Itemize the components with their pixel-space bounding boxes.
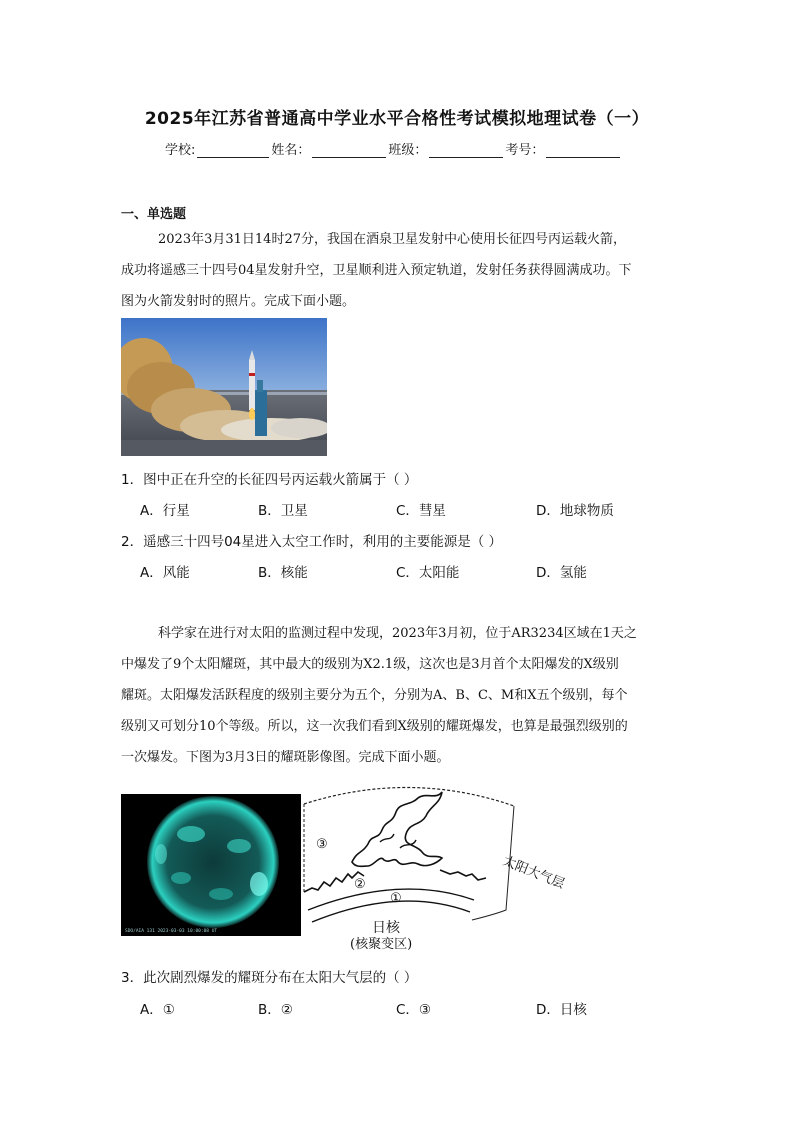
layer-2-label: ②	[354, 877, 366, 892]
class-field[interactable]	[429, 143, 503, 158]
question-3-stem: 3．此次剧烈爆发的耀斑分布在太阳大气层的（ ）	[121, 970, 418, 986]
q2-option-b[interactable]: B．核能	[258, 565, 308, 581]
q2-option-a[interactable]: A．风能	[140, 565, 190, 581]
exam-no-field[interactable]	[546, 143, 620, 158]
rocket-launch-photo	[121, 318, 327, 456]
school-label: 学校:	[165, 143, 196, 158]
q1-option-b[interactable]: B．卫星	[258, 503, 308, 519]
q3-option-a[interactable]: A．①	[140, 1002, 175, 1018]
core-sub-label: (核聚变区)	[350, 937, 413, 952]
layer-1-label: ①	[390, 891, 402, 906]
q2-option-c[interactable]: C．太阳能	[396, 565, 460, 581]
q3-option-b[interactable]: B．②	[258, 1002, 293, 1018]
exam-no-label: 考号：	[505, 143, 545, 158]
name-field[interactable]	[312, 143, 386, 158]
q1-option-a[interactable]: A．行星	[140, 503, 190, 519]
question-1-stem: 1．图中正在升空的长征四号丙运载火箭属于（ ）	[121, 472, 418, 488]
sun-image-caption: SDO/AIA 131 2023-03-03 10:00:08 UT	[125, 929, 218, 934]
passage-2-line: 级别又可划分10个等级。所以，这一次我们看到X级别的耀斑爆发，也算是最强烈级别的	[121, 719, 628, 734]
passage-2-line: 科学家在进行对太阳的监测过程中发现，2023年3月初，位于AR3234区域在1天之	[158, 626, 637, 641]
solar-atmosphere-diagram	[300, 782, 580, 952]
class-label: 班级：	[388, 143, 428, 158]
q3-option-d[interactable]: D．日核	[536, 1002, 587, 1018]
layer-3-label: ③	[316, 837, 328, 852]
core-label: 日核	[372, 920, 400, 936]
q1-option-d[interactable]: D．地球物质	[536, 503, 614, 519]
q2-option-d[interactable]: D．氢能	[536, 565, 587, 581]
passage-1-line: 2023年3月31日14时27分，我国在酒泉卫星发射中心使用长征四号丙运载火箭，	[158, 232, 626, 247]
passage-2-line: 中爆发了9个太阳耀斑，其中最大的级别为X2.1级，这次也是3月首个太阳爆发的X级别	[121, 657, 619, 672]
passage-1-line: 图为火箭发射时的照片。完成下面小题。	[121, 294, 356, 309]
q3-option-c[interactable]: C．③	[396, 1002, 432, 1018]
section-heading: 一、单选题	[121, 207, 187, 222]
passage-2	[121, 618, 673, 773]
passage-1-line: 成功将遥感三十四号04星发射升空，卫星顺利进入预定轨道，发射任务获得圆满成功。下	[121, 263, 632, 278]
question-2-stem: 2．遥感三十四号04星进入太空工作时，利用的主要能源是（ ）	[121, 534, 503, 550]
student-info-row	[165, 139, 622, 158]
solar-flare-image	[121, 794, 301, 936]
school-field[interactable]	[197, 143, 269, 158]
passage-2-line: 一次爆发。下图为3月3日的耀斑影像图。完成下面小题。	[121, 750, 450, 765]
passage-1	[121, 224, 673, 317]
page-title: 2025年江苏省普通高中学业水平合格性考试模拟地理试卷（一）	[144, 109, 650, 129]
passage-2-line: 耀斑。太阳爆发活跃程度的级别主要分为五个，分别为A、B、C、M和X五个级别，每个	[121, 688, 628, 703]
name-label: 姓名：	[271, 143, 311, 158]
q1-option-c[interactable]: C．彗星	[396, 503, 446, 519]
atmosphere-label: 太阳大气层	[500, 853, 567, 893]
